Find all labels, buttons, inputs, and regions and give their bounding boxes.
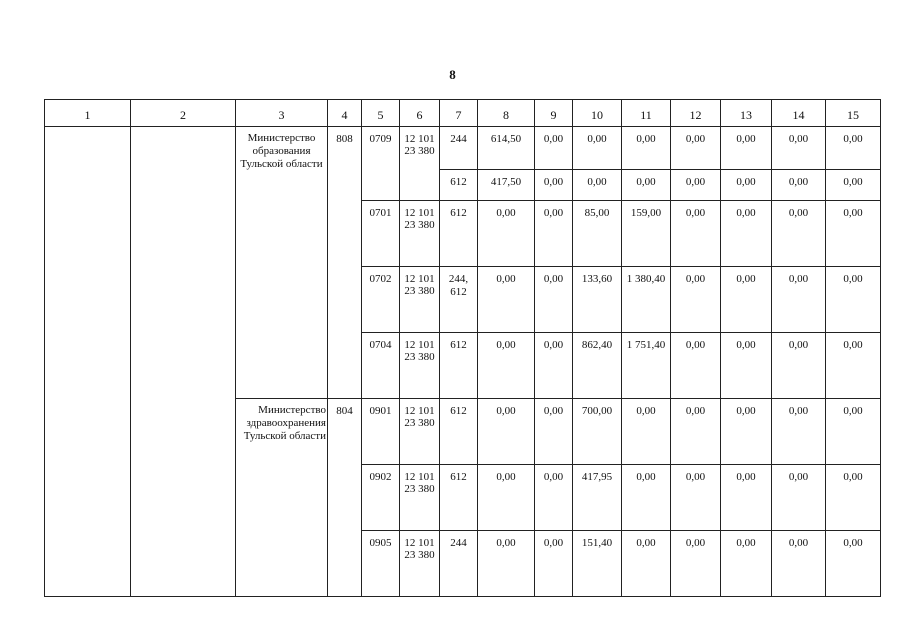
value-cell: 0,00 [478,465,535,531]
column-header: 4 [328,100,362,127]
value-cell: 0,00 [721,465,772,531]
value-cell: 0,00 [671,170,721,201]
empty-cell [131,127,236,597]
value-cell: 0,00 [573,170,622,201]
value-cell: 0,00 [826,127,881,170]
value-cell: 159,00 [622,201,671,267]
column-header: 10 [573,100,622,127]
expense-type: 244 [440,127,478,170]
expense-type: 612 [440,399,478,465]
column-header: 1 [45,100,131,127]
value-cell: 0,00 [671,399,721,465]
value-cell: 862,40 [573,333,622,399]
column-header: 11 [622,100,671,127]
expense-type: 244 [440,531,478,597]
value-cell: 0,00 [826,201,881,267]
value-cell: 0,00 [772,465,826,531]
value-cell: 0,00 [772,127,826,170]
value-cell: 85,00 [573,201,622,267]
value-cell: 417,50 [478,170,535,201]
value-cell: 151,40 [573,531,622,597]
value-cell: 0,00 [721,531,772,597]
target-code: 12 101 23 380 [400,465,440,531]
value-cell: 0,00 [826,267,881,333]
value-cell: 0,00 [772,201,826,267]
value-cell: 700,00 [573,399,622,465]
section-code: 0709 [362,127,400,201]
empty-cell [45,127,131,597]
organization-name: Министерство здравоохранения Тульской области [236,399,328,597]
target-code: 12 101 23 380 [400,531,440,597]
value-cell: 0,00 [622,127,671,170]
value-cell: 417,95 [573,465,622,531]
section-code: 0901 [362,399,400,465]
expense-type: 244, 612 [440,267,478,333]
value-cell: 0,00 [535,201,573,267]
value-cell: 0,00 [478,399,535,465]
value-cell: 0,00 [671,267,721,333]
column-header: 8 [478,100,535,127]
target-code: 12 101 23 380 [400,267,440,333]
value-cell: 0,00 [622,465,671,531]
value-cell: 0,00 [721,170,772,201]
value-cell: 0,00 [826,465,881,531]
value-cell: 614,50 [478,127,535,170]
value-cell: 0,00 [535,267,573,333]
expense-type: 612 [440,170,478,201]
expense-type: 612 [440,201,478,267]
value-cell: 0,00 [772,333,826,399]
value-cell: 0,00 [478,333,535,399]
table-row [45,127,881,170]
value-cell: 0,00 [721,267,772,333]
value-cell: 0,00 [772,531,826,597]
column-header: 12 [671,100,721,127]
expense-type: 612 [440,465,478,531]
target-code: 12 101 23 380 [400,127,440,201]
value-cell: 0,00 [671,201,721,267]
value-cell: 0,00 [671,531,721,597]
column-header: 9 [535,100,573,127]
value-cell: 0,00 [535,531,573,597]
target-code: 12 101 23 380 [400,399,440,465]
value-cell: 0,00 [671,333,721,399]
section-code: 0704 [362,333,400,399]
department-code: 804 [328,399,362,597]
value-cell: 1 751,40 [622,333,671,399]
section-code: 0905 [362,531,400,597]
value-cell: 0,00 [535,127,573,170]
target-code: 12 101 23 380 [400,333,440,399]
header-row [45,100,881,127]
value-cell: 0,00 [826,333,881,399]
target-code: 12 101 23 380 [400,201,440,267]
section-code: 0701 [362,201,400,267]
value-cell: 0,00 [826,531,881,597]
value-cell: 0,00 [478,201,535,267]
column-header: 15 [826,100,881,127]
column-header: 7 [440,100,478,127]
value-cell: 0,00 [721,333,772,399]
column-header: 14 [772,100,826,127]
value-cell: 0,00 [772,399,826,465]
value-cell: 0,00 [622,531,671,597]
value-cell: 0,00 [721,399,772,465]
budget-table [44,99,881,597]
organization-name: Министерство образования Тульской области [236,127,328,399]
value-cell: 1 380,40 [622,267,671,333]
value-cell: 0,00 [671,465,721,531]
value-cell: 0,00 [826,399,881,465]
column-header: 3 [236,100,328,127]
value-cell: 0,00 [721,127,772,170]
value-cell: 0,00 [573,127,622,170]
value-cell: 0,00 [826,170,881,201]
expense-type: 612 [440,333,478,399]
department-code: 808 [328,127,362,399]
value-cell: 0,00 [535,399,573,465]
page-number: 8 [449,67,456,82]
value-cell: 0,00 [772,267,826,333]
column-header: 5 [362,100,400,127]
column-header: 2 [131,100,236,127]
section-code: 0702 [362,267,400,333]
section-code: 0902 [362,465,400,531]
column-header: 6 [400,100,440,127]
value-cell: 0,00 [478,267,535,333]
value-cell: 0,00 [535,465,573,531]
value-cell: 0,00 [671,127,721,170]
value-cell: 0,00 [535,170,573,201]
value-cell: 0,00 [772,170,826,201]
column-header: 13 [721,100,772,127]
value-cell: 133,60 [573,267,622,333]
value-cell: 0,00 [478,531,535,597]
value-cell: 0,00 [622,170,671,201]
value-cell: 0,00 [535,333,573,399]
value-cell: 0,00 [622,399,671,465]
value-cell: 0,00 [721,201,772,267]
